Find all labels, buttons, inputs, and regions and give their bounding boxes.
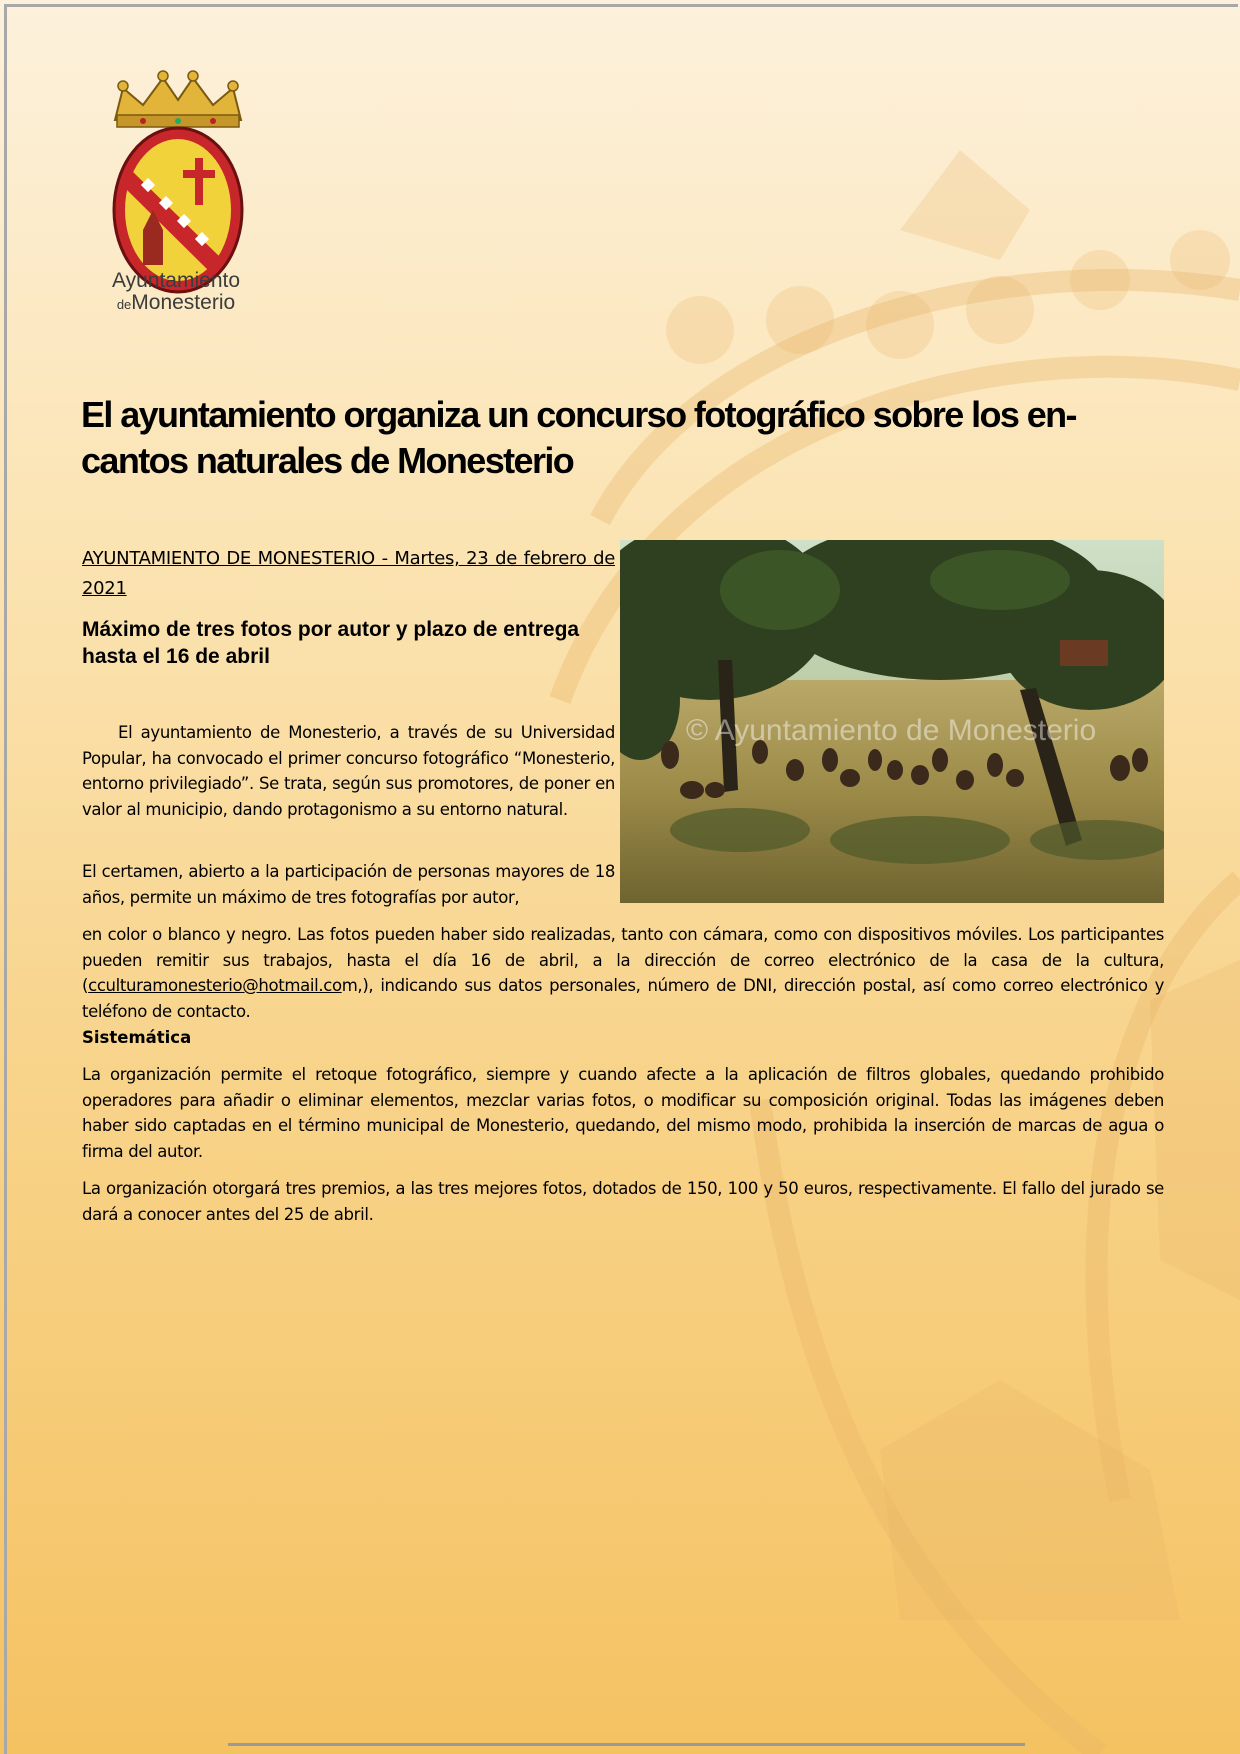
- photo-watermark-text: © Ayuntamiento de Monesterio: [686, 714, 1097, 747]
- dateline: AYUNTAMIENTO DE MONESTERIO - Martes, 23 de febrero de 2021: [82, 548, 615, 599]
- logo-line-2-name: Monesterio: [131, 291, 236, 314]
- footer-rule: [228, 1743, 1025, 1746]
- email-link[interactable]: cculturamonesterio@hotmail.co: [88, 976, 342, 995]
- subtitle: Máximo de tres fotos por autor y plazo de entrega hasta el 16 de abril: [82, 618, 580, 668]
- paragraph-4: La organización otorgará tres premios, a las tres mejores fotos, dotados de 150, 100 y 50 euros, respectivamente. El fallo del jurado se dará a conocer antes del 25 de abril.: [82, 1179, 1164, 1224]
- paragraph-2-text-end: m,), indicando sus datos personales, número de DNI, dirección postal, así como correo electrónico y teléfono de contacto.: [82, 976, 1164, 1021]
- shield-icon: [114, 128, 242, 292]
- article-photo: [620, 540, 1164, 903]
- logo-wordmark: [96, 270, 256, 316]
- logo-line-2-prefix: de: [116, 297, 132, 312]
- logo-line-2: [96, 292, 256, 316]
- crown-icon: [115, 71, 241, 127]
- paragraph-2-continued: [82, 922, 1164, 1024]
- paragraph-2-text: en color o blanco y negro. Las fotos pueden haber sido realizadas, tanto con cámara, como con dispositivos móviles. Los participantes pueden remitir sus trabajos, hasta el día 16 de abril, a la dirección de correo electrónico de la casa de la cultura, (: [82, 925, 1164, 995]
- section-heading: Sistemática: [82, 1028, 192, 1047]
- logo-line-1: Ayuntamiento: [111, 269, 241, 292]
- paragraph-1: El ayuntamiento de Monesterio, a través de su Universidad Popular, ha convocado el primer concurso fotográfico “Monesterio, entorno privilegiado”. Se trata, según sus promotores, de poner en valor al municipio, dando protagonismo a su entorno natural.: [82, 723, 615, 819]
- headline: El ayuntamiento organiza un concurso fotográfico sobre los encantos naturales de Monesterio: [81, 394, 1078, 481]
- paragraph-3: La organización permite el retoque fotográfico, siempre y cuando afecte a la aplicación de filtros globales, quedando prohibido operadores para añadir o eliminar elementos, mezclar varias fotos, o modificar su composición original. Todas las imágenes deben haber sido captadas en el término municipal de Monesterio, quedando, del mismo modo, prohibida la inserción de marcas de agua o firma del autor.: [82, 1065, 1164, 1161]
- paragraph-2-start: El certamen, abierto a la participación de personas mayores de 18 años, permite un máximo de tres fotografías por autor,: [82, 862, 615, 907]
